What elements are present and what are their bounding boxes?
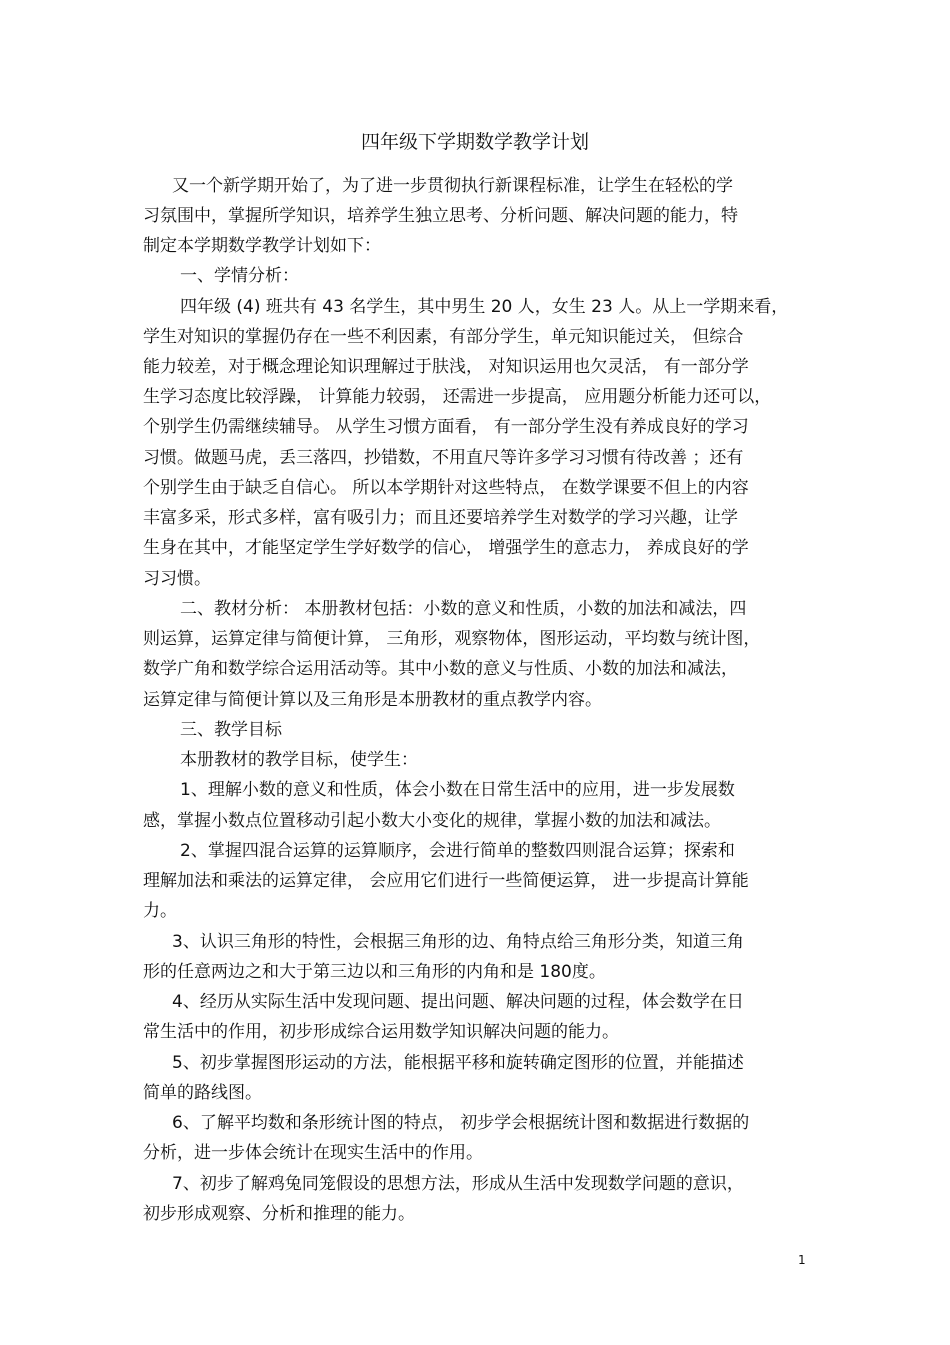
section-heading: 一、学情分析： xyxy=(180,266,299,286)
body-line: 学生对知识的掌握仍存在一些不利因素，有部分学生，单元知识能过关， 但综合 xyxy=(143,327,744,347)
body-line: 习习惯。 xyxy=(143,569,211,589)
body-line: 制定本学期数学教学计划如下： xyxy=(143,236,381,256)
body-line: 3、认识三角形的特性，会根据三角形的边、角特点给三角形分类，知道三角 xyxy=(172,932,744,952)
body-line: 分析，进一步体会统计在现实生活中的作用。 xyxy=(143,1143,483,1163)
page-number: 1 xyxy=(798,1253,806,1267)
body-line: 四年级 (4) 班共有 43 名学生，其中男生 20 人，女生 23 人。从上一学期来看， xyxy=(180,297,789,317)
body-line: 个别学生由于缺乏自信心。 所以本学期针对这些特点， 在数学课要不但上的内容 xyxy=(143,478,749,498)
body-line: 简单的路线图。 xyxy=(143,1083,262,1103)
body-line: 1、理解小数的意义和性质，体会小数在日常生活中的应用，进一步发展数 xyxy=(180,780,735,800)
body-line: 7、初步了解鸡兔同笼假设的思想方法，形成从生活中发现数学问题的意识， xyxy=(172,1174,744,1194)
body-line: 丰富多采，形式多样，富有吸引力；而且还要培养学生对数学的学习兴趣，让学 xyxy=(143,508,738,528)
body-line: 习氛围中，掌握所学知识，培养学生独立思考、分析问题、解决问题的能力，特 xyxy=(143,206,738,226)
body-line: 习惯。做题马虎，丢三落四，抄错数，不用直尺等许多学习习惯有待改善 ；还有 xyxy=(143,448,744,468)
section-heading: 三、教学目标 xyxy=(180,720,282,740)
body-line: 又一个新学期开始了，为了进一步贯彻执行新课程标准，让学生在轻松的学 xyxy=(172,176,733,196)
body-line: 6、了解平均数和条形统计图的特点， 初步学会根据统计图和数据进行数据的 xyxy=(172,1113,750,1133)
body-line: 能力较差，对于概念理论知识理解过于肤浅， 对知识运用也欠灵活， 有一部分学 xyxy=(143,357,749,377)
body-line: 4、经历从实际生活中发现问题、提出问题、解决问题的过程，体会数学在日 xyxy=(172,992,744,1012)
body-line: 2、掌握四混合运算的运算顺序，会进行简单的整数四则混合运算；探索和 xyxy=(180,841,735,861)
document-title: 四年级下学期数学教学计划 xyxy=(360,131,589,153)
body-line: 运算定律与简便计算以及三角形是本册教材的重点教学内容。 xyxy=(143,690,602,710)
body-line: 本册教材的教学目标，使学生： xyxy=(180,750,418,770)
body-line: 数学广角和数学综合运用活动等。其中小数的意义与性质、小数的加法和减法， xyxy=(143,659,738,679)
body-line: 初步形成观察、分析和推理的能力。 xyxy=(143,1204,415,1224)
body-line: 形的任意两边之和大于第三边以和三角形的内角和是 180度。 xyxy=(143,962,606,982)
body-line: 生学习态度比较浮躁， 计算能力较弱， 还需进一步提高， 应用题分析能力还可以， xyxy=(143,387,772,407)
body-line: 力。 xyxy=(143,901,177,921)
body-line: 则运算，运算定律与简便计算， 三角形，观察物体，图形运动，平均数与统计图， xyxy=(143,629,761,649)
body-line: 5、初步掌握图形运动的方法，能根据平移和旋转确定图形的位置，并能描述 xyxy=(172,1053,744,1073)
body-line: 常生活中的作用，初步形成综合运用数学知识解决问题的能力。 xyxy=(143,1022,619,1042)
body-line: 理解加法和乘法的运算定律， 会应用它们进行一些简便运算， 进一步提高计算能 xyxy=(143,871,749,891)
body-line: 二、教材分析： 本册教材包括：小数的意义和性质，小数的加法和减法，四 xyxy=(180,599,747,619)
body-line: 生身在其中，才能坚定学生学好数学的信心， 增强学生的意志力， 养成良好的学 xyxy=(143,538,749,558)
body-line: 个别学生仍需继续辅导。 从学生习惯方面看， 有一部分学生没有养成良好的学习 xyxy=(143,417,749,437)
body-line: 感，掌握小数点位置移动引起小数大小变化的规律，掌握小数的加法和减法。 xyxy=(143,811,721,831)
